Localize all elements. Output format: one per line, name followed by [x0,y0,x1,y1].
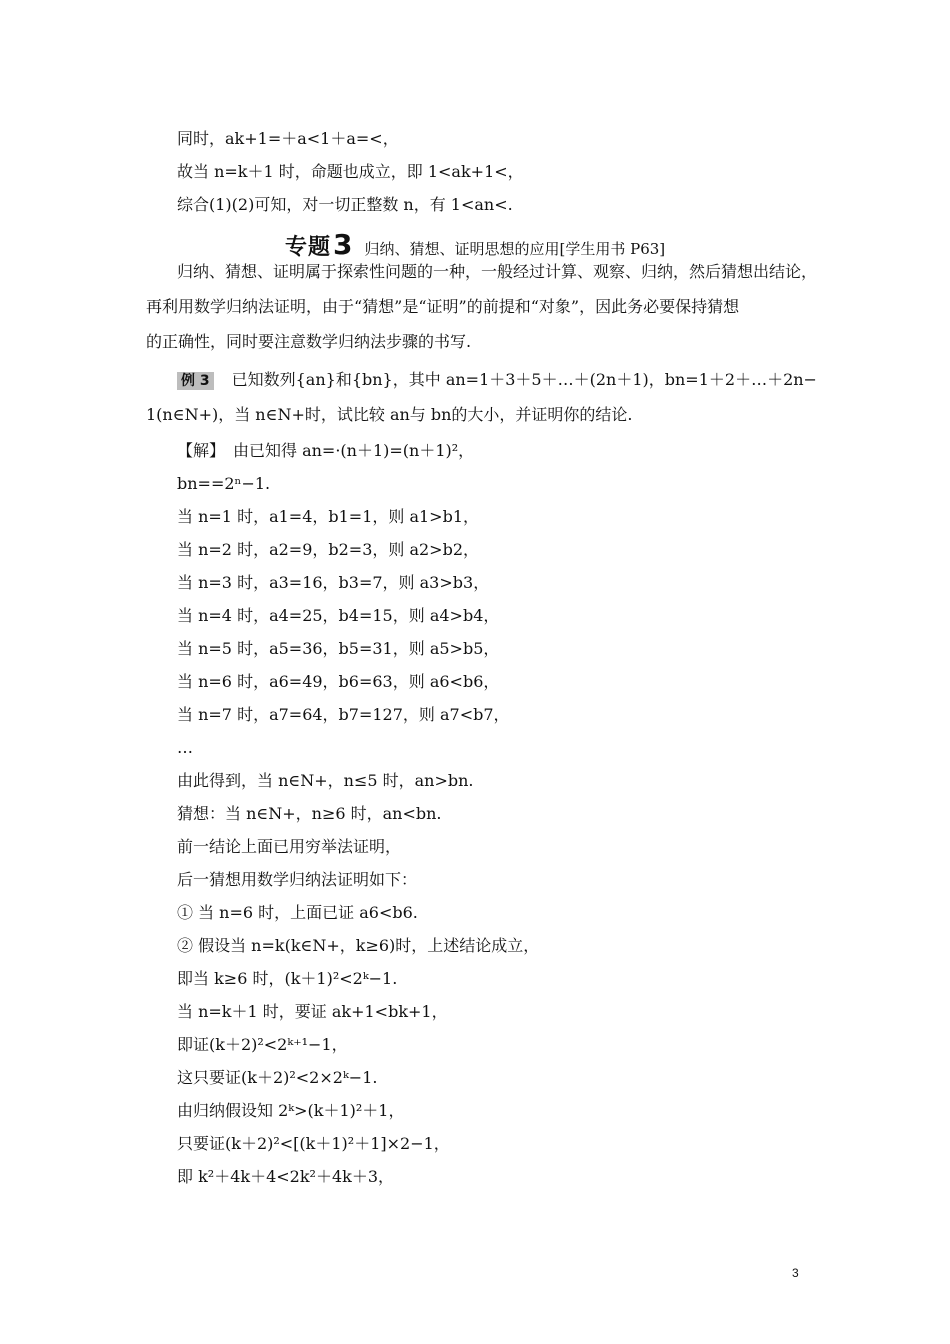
text-line: 同时，ak+1=＋a<1＋a=<， [177,129,399,148]
solution-line: 当 n=2 时，a2=9，b2=3，则 a2>b2， [177,540,480,559]
solution-line: 即证(k＋2)²<2ᵏ⁺¹−1， [177,1035,348,1054]
intro-line: 再利用数学归纳法证明，由于“猜想”是“证明”的前提和“对象”，因此务必要保持猜想 [146,297,740,316]
solution-line: 猜想：当 n∈N+，n≥6 时，an<bn. [177,804,442,823]
text-line: 综合(1)(2)可知，对一切正整数 n，有 1<an<. [177,195,513,214]
solution-line: 只要证(k＋2)²<[(k＋1)²＋1]×2−1， [177,1134,450,1153]
page-number: 3 [792,1266,799,1280]
solution-line: 【解】 由已知得 an=·(n＋1)=(n＋1)²， [177,441,475,460]
example-tag: 例 3 [177,372,214,390]
solution-line: 当 n=6 时，a6=49，b6=63，则 a6<b6， [177,672,500,691]
intro-line: 归纳、猜想、证明属于探索性问题的一种，一般经过计算、观察、归纳，然后猜想出结论， [177,262,818,281]
section-number: 3 [333,228,353,261]
solution-line: 当 n=1 时，a1=4，b1=1，则 a1>b1， [177,507,480,526]
solution-line: 这只要证(k＋2)²<2×2ᵏ−1. [177,1068,378,1087]
solution-line: ① 当 n=6 时，上面已证 a6<b6. [177,903,418,922]
solution-line: 即 k²＋4k＋4<2k²＋4k＋3， [177,1167,395,1186]
solution-line: 后一猜想用数学归纳法证明如下： [177,870,418,889]
solution-line: … [177,738,193,757]
intro-line: 的正确性，同时要注意数学归纳法步骤的书写. [146,332,472,351]
solution-line: 由归纳假设知 2ᵏ>(k＋1)²＋1， [177,1101,405,1120]
example-line [177,369,817,391]
solution-line: 当 n=5 时，a5=36，b5=31，则 a5>b5， [177,639,500,658]
section-title: 归纳、猜想、证明思想的应用[学生用书 P63] [364,240,666,258]
solution-line: 当 n=k＋1 时，要证 ak+1<bk+1， [177,1002,448,1021]
solution-line: 当 n=7 时，a7=64，b7=127，则 a7<b7， [177,705,510,724]
section-label: 专题 [285,235,332,260]
example-line: 1(n∈N+)，当 n∈N+时，试比较 an与 bn的大小，并证明你的结论. [146,405,633,424]
solution-line: bn==2ⁿ−1. [177,474,271,493]
solution-line: ② 假设当 n=k(k∈N+，k≥6)时，上述结论成立， [177,936,540,955]
solution-line: 即当 k≥6 时，(k＋1)²<2ᵏ−1. [177,969,398,988]
text-line: 故当 n=k＋1 时，命题也成立，即 1<ak+1<， [177,162,524,181]
section-heading [285,228,665,261]
solution-line: 当 n=4 时，a4=25，b4=15，则 a4>b4， [177,606,500,625]
solution-line: 前一结论上面已用穷举法证明， [177,837,402,856]
example-text: 已知数列{an}和{bn}，其中 an=1＋3＋5＋…＋(2n＋1)，bn=1＋2＋…＋2n− [231,370,817,389]
solution-line: 当 n=3 时，a3=16，b3=7，则 a3>b3， [177,573,490,592]
solution-line: 由此得到，当 n∈N+，n≤5 时，an>bn. [177,771,474,790]
